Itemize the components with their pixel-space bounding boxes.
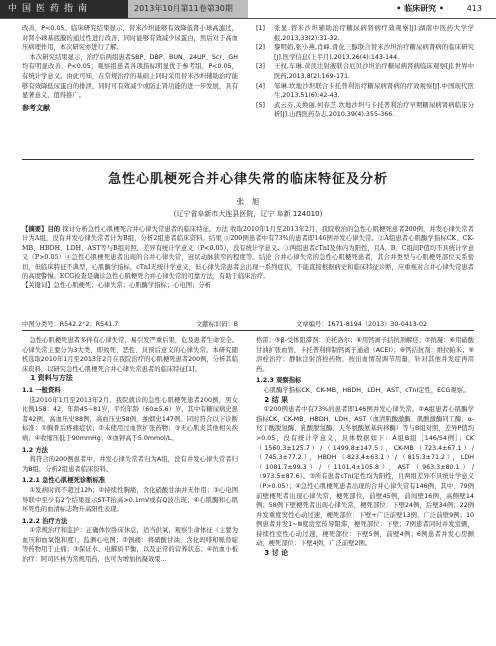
abstract-text: 探讨分析急性心肌梗死合并心律失常患者的临床特征。方法 收取2010年1月至2013年2月，我院收治的急性心肌梗死患者200例，并发心律失常者计为A组，没有并发心律失常者计为B组，分析2组患者临床资料。结果 ①200例患者中有73%的患者即146例并发心律失常。②A组患者心肌酶学指标CK、CK-MB、HBDH、LDH、AST等与B组对照，差异有统计学意义（P<0.05），没有统计学意义。③两组患者cTnI及体内为阳性，且A、B、C组间P值均不具统计学意义（P>0.05）④急性心肌梗死患者出现的合并心律失常，冠状动脉狭窄的程度等。结论 合并心律失常的急性心肌梗死患者，其合并类型与心肌梗死部位关系密切，但临床特征不典型，心肌酶学指标，cTnI无统计学意义，但心律失常患者会出现一系列症状，不能直接根据病史和临床特征诊断，应重视对合并心律失常患者的高度警惕。ECG检查是确诊急性心肌梗死合并心律失常的可靠方法，有助于临床治疗。 <box>22 226 474 281</box>
section-divider <box>22 159 474 160</box>
journal-header <box>0 0 496 18</box>
body-paragraph: 急性心肌梗死患者多伴有心律失常，易引发严重后果，危及患者生命安全。心律失常主要分为3大类，即致死、恶性、具预后意义的心律失常。本研究随机选取2010年1月至2013年2月在我院治疗的心肌梗死患者200例，分析其临床资料，以研究急性心肌梗死合并心律失常患者的临床特征[1]。 <box>22 337 238 373</box>
article-number: 文章编号：1671-8194（2013）30-0413-02 <box>296 321 428 328</box>
subsection-heading: 1.2.2 治疗方法 <box>22 517 68 525</box>
column-label: • 临床研究 • <box>396 4 444 13</box>
section-heading: 1 资料与方法 <box>30 374 73 383</box>
references-heading: 参考文献 <box>22 103 50 112</box>
keywords: 【关键词】急性心肌梗死；心律失常；心肌酶学指标；心电图；分析 <box>22 282 211 290</box>
references-list <box>256 24 474 120</box>
journal-name: 中国医药指南 <box>0 0 128 18</box>
body-paragraph: ①发病时间不超过12h；②持续性胸痛，含化硝酸甘油并无作用；③心电图导联中至少有2个结果显示ST-T抬高>0.1mV或有Q波出现；④心肌酶和心肌坏死性的血清标志物升高阳性表现。 <box>22 486 238 514</box>
article-affiliation: (辽宁省阜新市大连县医院，辽宁 阜新 124010) <box>173 210 323 218</box>
subsection-heading: 1.2.1 急性心肌梗死诊断标准 <box>22 477 106 485</box>
article-author: 张 旭 <box>236 197 260 206</box>
subsection-heading: 1.2.3 观察指标 <box>256 377 302 385</box>
abstract-label: 【摘要】目的 <box>22 226 61 233</box>
reference-item: [1] 张显.替米沙坦辅助治疗糖尿病肾病疗效观察[J].湖南中医药大学学报,2013,33(2):31-32. <box>256 25 474 42</box>
article-title: 急性心肌梗死合并心律失常的临床特征及分析 <box>107 172 388 187</box>
document-code: 文献标识码：B <box>196 321 239 328</box>
reference-item: [5] 武云芬,关焕丽,何春芝.坎地沙坦与卡托普利治疗早期糖尿病肾病临床分析[J].山西医药杂志,2010,39(4):355-366. <box>256 101 474 119</box>
reference-item: [3] 王权,车琳.黄芪注射液联合厄贝沙坦治疗糖尿病肾病临床观察[J].世界中医药,2013,8(2):169-171. <box>256 63 474 80</box>
reference-item: [2] 黎明娟,张小燕,肖峰.骨化三醇联合替米沙坦治疗糖尿病肾病的临床研究[J].医学信息(上半月),2013,26(4):143-144. <box>256 44 474 61</box>
clc-number: 中图分类号：R542.2⁺2；R541.7 <box>22 321 119 328</box>
header-rule <box>0 18 496 19</box>
body-paragraph: ①200例患者中有73%的患者即146例并发心律失常。②A组患者心肌酶学指标CK、CK-MB、HBDH、LDH、AST（血清肌酸激酶、肌酸激酶同工酶、α-羟丁酸脱氢酶、乳酸脱氢酶、天冬氨酸氨基转移酶）等与B组对照，差异P值均>0.05，没有统计学意义，具体数据如下：A组B组［146/54例］；CK（1560.3±125.7）/（1499.8±147.5），CK-MB（723.4±67.1）/（745.3±77.2），HBDH（823.4±63.1）/（815.3±71.2），LDH（1081.7±99.3）/（1101.4±105.8），AST（963.3±80.1）/（973.5±87.6）。③所有患者cTnI定性均为阳性，且两组差异不具统计学意义（P>0.05）；④急性心肌梗死患者出现的合并心律失常有146例，其中，79例前壁梗死者出现心律失常，梗死部位，前壁45例，前间壁16例，高侧壁14例；58例下壁梗死者出现心律失常，梗死部位：下壁24例，后壁34例；22例并发重度窦性心动过速，梗死部位：下壁+广泛前壁13例，广泛前壁9例；10例患者并发1~Ⅲ度房室传导阻滞，梗死部位：下壁；7例患者同时并发室颤，持续性室性心动过速，梗死部位：下壁5例，前壁4例；6例患者并发心房颤动，梗死部位：下壁4例，广泛前壁2例。 <box>256 406 474 548</box>
prev-paragraph: 改善，P<0.05。临床研究结果显示，替米沙坦能够有效降低肾小球高滤过，对肾小球基底膜的通过性进行改善，同时能够有效减少尿蛋白，然后对于高血压病理作用，本次研究亦进行了解。 <box>22 25 238 52</box>
body-paragraph: 心肌酶学指标CK、CK-MB、HBDH、LDH、AST、cTnI定性，ECG观察。 <box>263 386 470 394</box>
section-heading: 2 结 果 <box>264 395 289 404</box>
article-right-column <box>256 336 474 642</box>
prev-article-left-column <box>22 24 238 113</box>
reference-item: [4] 邹琳.坎地沙坦联合卡托普利治疗糖尿病肾病的疗效观察[J].中国现代医生,2013,51(6):42-43. <box>256 82 474 100</box>
abstract <box>22 225 474 291</box>
body-paragraph: ①常规治疗和监护：正确体位卧床休息，适当供氧，观察生命体征（主要为血压和血氧饱和度），监测心电图；②镇痛：将硝酸甘油、含化吗啡和哌替啶等药物用于止痛；③保证水、电解质平衡，以及正常的营养状态；④抗血小板治疗：阿司匹林为常规用药，也可为增加抗凝效果... <box>22 527 238 564</box>
body-paragraph: 格雷；⑤β-受体阻滞剂：美托洛尔；⑥用钙离子拮抗剂解痉；⑦抗凝：⑥用硝酸甘油扩张血管，卡托普利抑制钙离子通道（ACEI）；⑧钙拮抗剂：维拉帕米；⑨溶栓治疗；静脉注射溶栓药物，按出血情况调节用量，针对其他并发症再用药。 <box>256 337 474 373</box>
body-paragraph: 选2010年1月至2013年2月，我院就诊的急性心肌梗死患者200例，男女比例158：42，年龄45~81岁，平均年龄（60±5.6）岁，其中有糖尿病史患者42例，高血压史88例，高血压史58例，抽烟史147例。同时符合以下诊断标准：①胸骨后疼痛症状；②未使用过血管扩张药物；③无心肌炎其他相关疾病；④收缩压低于90mmHg；⑤血钾高于5.0mmol/L。 <box>22 396 238 442</box>
subsection-heading: 1.1 一般资料 <box>22 386 61 394</box>
body-paragraph: 将符合的200例患者中，并发心律失常者归为A组，没有并发心律失常者归为B组，分析2组患者临床资料。 <box>22 456 238 473</box>
prev-paragraph: 本次研究结果显示，治疗后两组患者SBP、DBP、BUN、24UP、Scr、GH均有明显改善，P<0.05；观察组患者各项指标明显优于参考组，P<0.05，有统计学意义。由此可知，在常规治疗的基础上同时采用替米沙坦辅助治疗能够有效降低尿蛋白的排泄，同时可有效减少或防止肾功能的进一步发展，具有显著意义，值得推广。 <box>22 53 238 100</box>
page-number: 413 <box>466 4 482 13</box>
issue-info: 2013年10月第11卷第30期 <box>128 0 248 18</box>
section-heading: 3 讨 论 <box>264 549 289 558</box>
article-left-column <box>22 336 238 642</box>
subsection-heading: 1.2 方法 <box>22 446 48 454</box>
meta-divider <box>22 330 474 331</box>
